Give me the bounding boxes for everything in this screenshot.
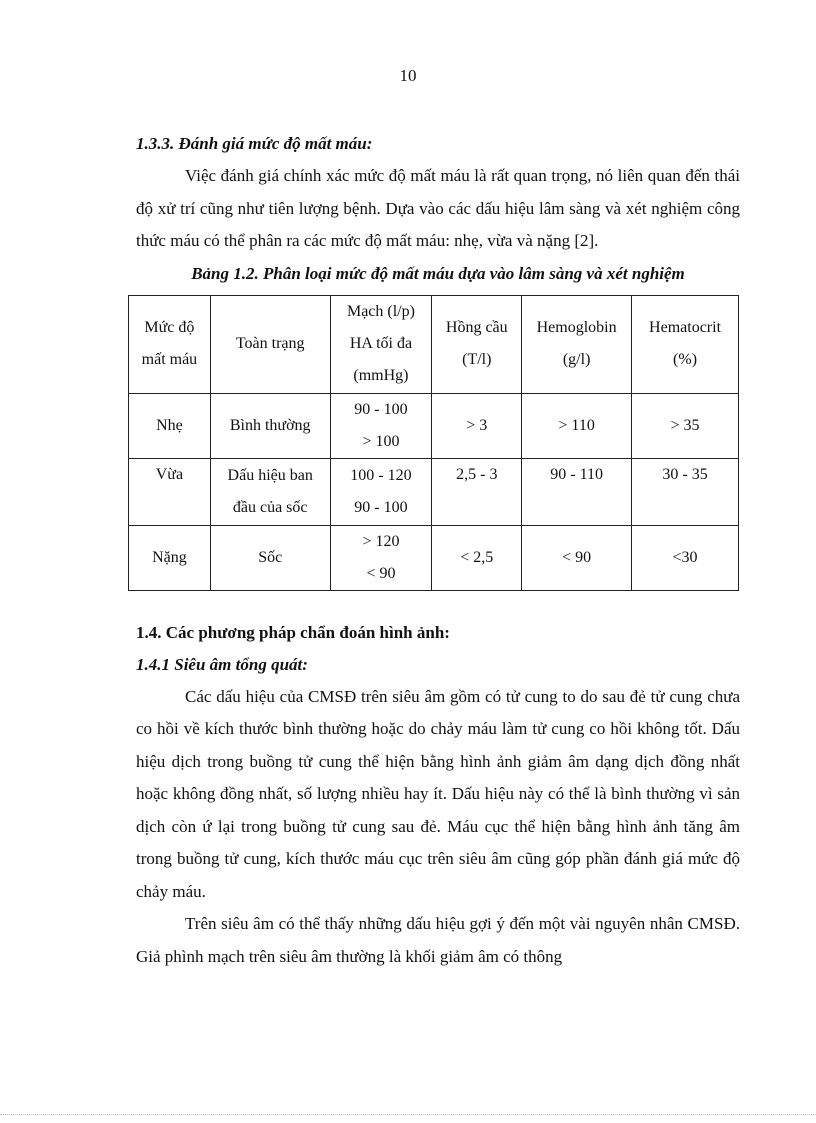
cell-status: Sốc [210, 525, 330, 590]
table-header-row [129, 295, 739, 393]
table-row [129, 393, 739, 458]
paragraph-ultrasound-signs: Các dấu hiệu của CMSĐ trên siêu âm gồm có tử cung to do sau đẻ tử cung chưa co hồi về kích thước bình thường hoặc do chảy máu làm tử cung co hồi không tốt. Dấu hiệu dịch trong buồng tử cung thể hiện bằng hình ảnh giảm âm dạng dịch đồng nhất hoặc không đồng nhất, số lượng nhiều hay ít. Dấu hiệu này có thể là bình thường vì sản dịch còn ứ lại trong buồng tử cung sau đẻ. Máu cục thể hiện bằng hình ảnh tăng âm trong buồng tử cung, kích thước máu cục trên siêu âm cũng góp phần đánh giá mức độ chảy máu. [136, 686, 740, 901]
section-heading-1-4: 1.4. Các phương pháp chẩn đoán hình ảnh: [136, 622, 450, 642]
header-pulse-bp: Mạch (l/p) HA tối đa (mmHg) [330, 295, 432, 393]
page-number: 10 [399, 66, 417, 85]
cell-pulse-bp: 90 - 100 > 100 [330, 393, 432, 458]
header-status: Toàn trạng [210, 295, 330, 393]
cell-hematocrit: > 35 [632, 393, 739, 458]
cell-hemoglobin: > 110 [522, 393, 632, 458]
table-caption: Bảng 1.2. Phân loại mức độ mất máu dựa vào lâm sàng và xét nghiệm [191, 263, 685, 283]
cell-hemoglobin: < 90 [522, 525, 632, 590]
cell-pulse-bp: 100 - 120 90 - 100 [330, 458, 432, 525]
cell-pulse-bp: > 120 < 90 [330, 525, 432, 590]
table-row [129, 458, 739, 525]
section-heading-1-3-3: 1.3.3. Đánh giá mức độ mất máu: [136, 134, 373, 153]
cell-hematocrit: 30 - 35 [632, 458, 739, 525]
cell-hematocrit: <30 [632, 525, 739, 590]
page-content [136, 128, 740, 973]
cell-rbc: < 2,5 [432, 525, 522, 590]
cell-severity: Vừa [129, 458, 211, 525]
section-heading-1-4-1: 1.4.1 Siêu âm tổng quát: [136, 654, 308, 674]
paragraph-ultrasound-causes: Trên siêu âm có thể thấy những dấu hiệu gợi ý đến một vài nguyên nhân CMSĐ. Giả phình mạch trên siêu âm thường là khối giảm âm có thông [136, 914, 740, 966]
header-hematocrit: Hematocrit (%) [632, 295, 739, 393]
paragraph-blood-loss-assessment: Việc đánh giá chính xác mức độ mất máu là rất quan trọng, nó liên quan đến thái độ xử trí cũng như tiên lượng bệnh. Dựa vào các dấu hiệu lâm sàng và xét nghiệm công thức máu có thể phân ra các mức độ mất máu: nhẹ, vừa và nặng [2]. [136, 166, 740, 250]
header-severity: Mức độ mất máu [129, 295, 211, 393]
header-rbc: Hồng cầu (T/l) [432, 295, 522, 393]
cell-status: Dấu hiệu ban đầu của sốc [210, 458, 330, 525]
cell-status: Bình thường [210, 393, 330, 458]
header-hemoglobin: Hemoglobin (g/l) [522, 295, 632, 393]
table-row [129, 525, 739, 590]
cell-severity: Nặng [129, 525, 211, 590]
cell-severity: Nhẹ [129, 393, 211, 458]
page-bottom-divider [0, 1114, 816, 1115]
cell-hemoglobin: 90 - 110 [522, 458, 632, 525]
cell-rbc: 2,5 - 3 [432, 458, 522, 525]
blood-loss-classification-table [128, 295, 739, 591]
cell-rbc: > 3 [432, 393, 522, 458]
